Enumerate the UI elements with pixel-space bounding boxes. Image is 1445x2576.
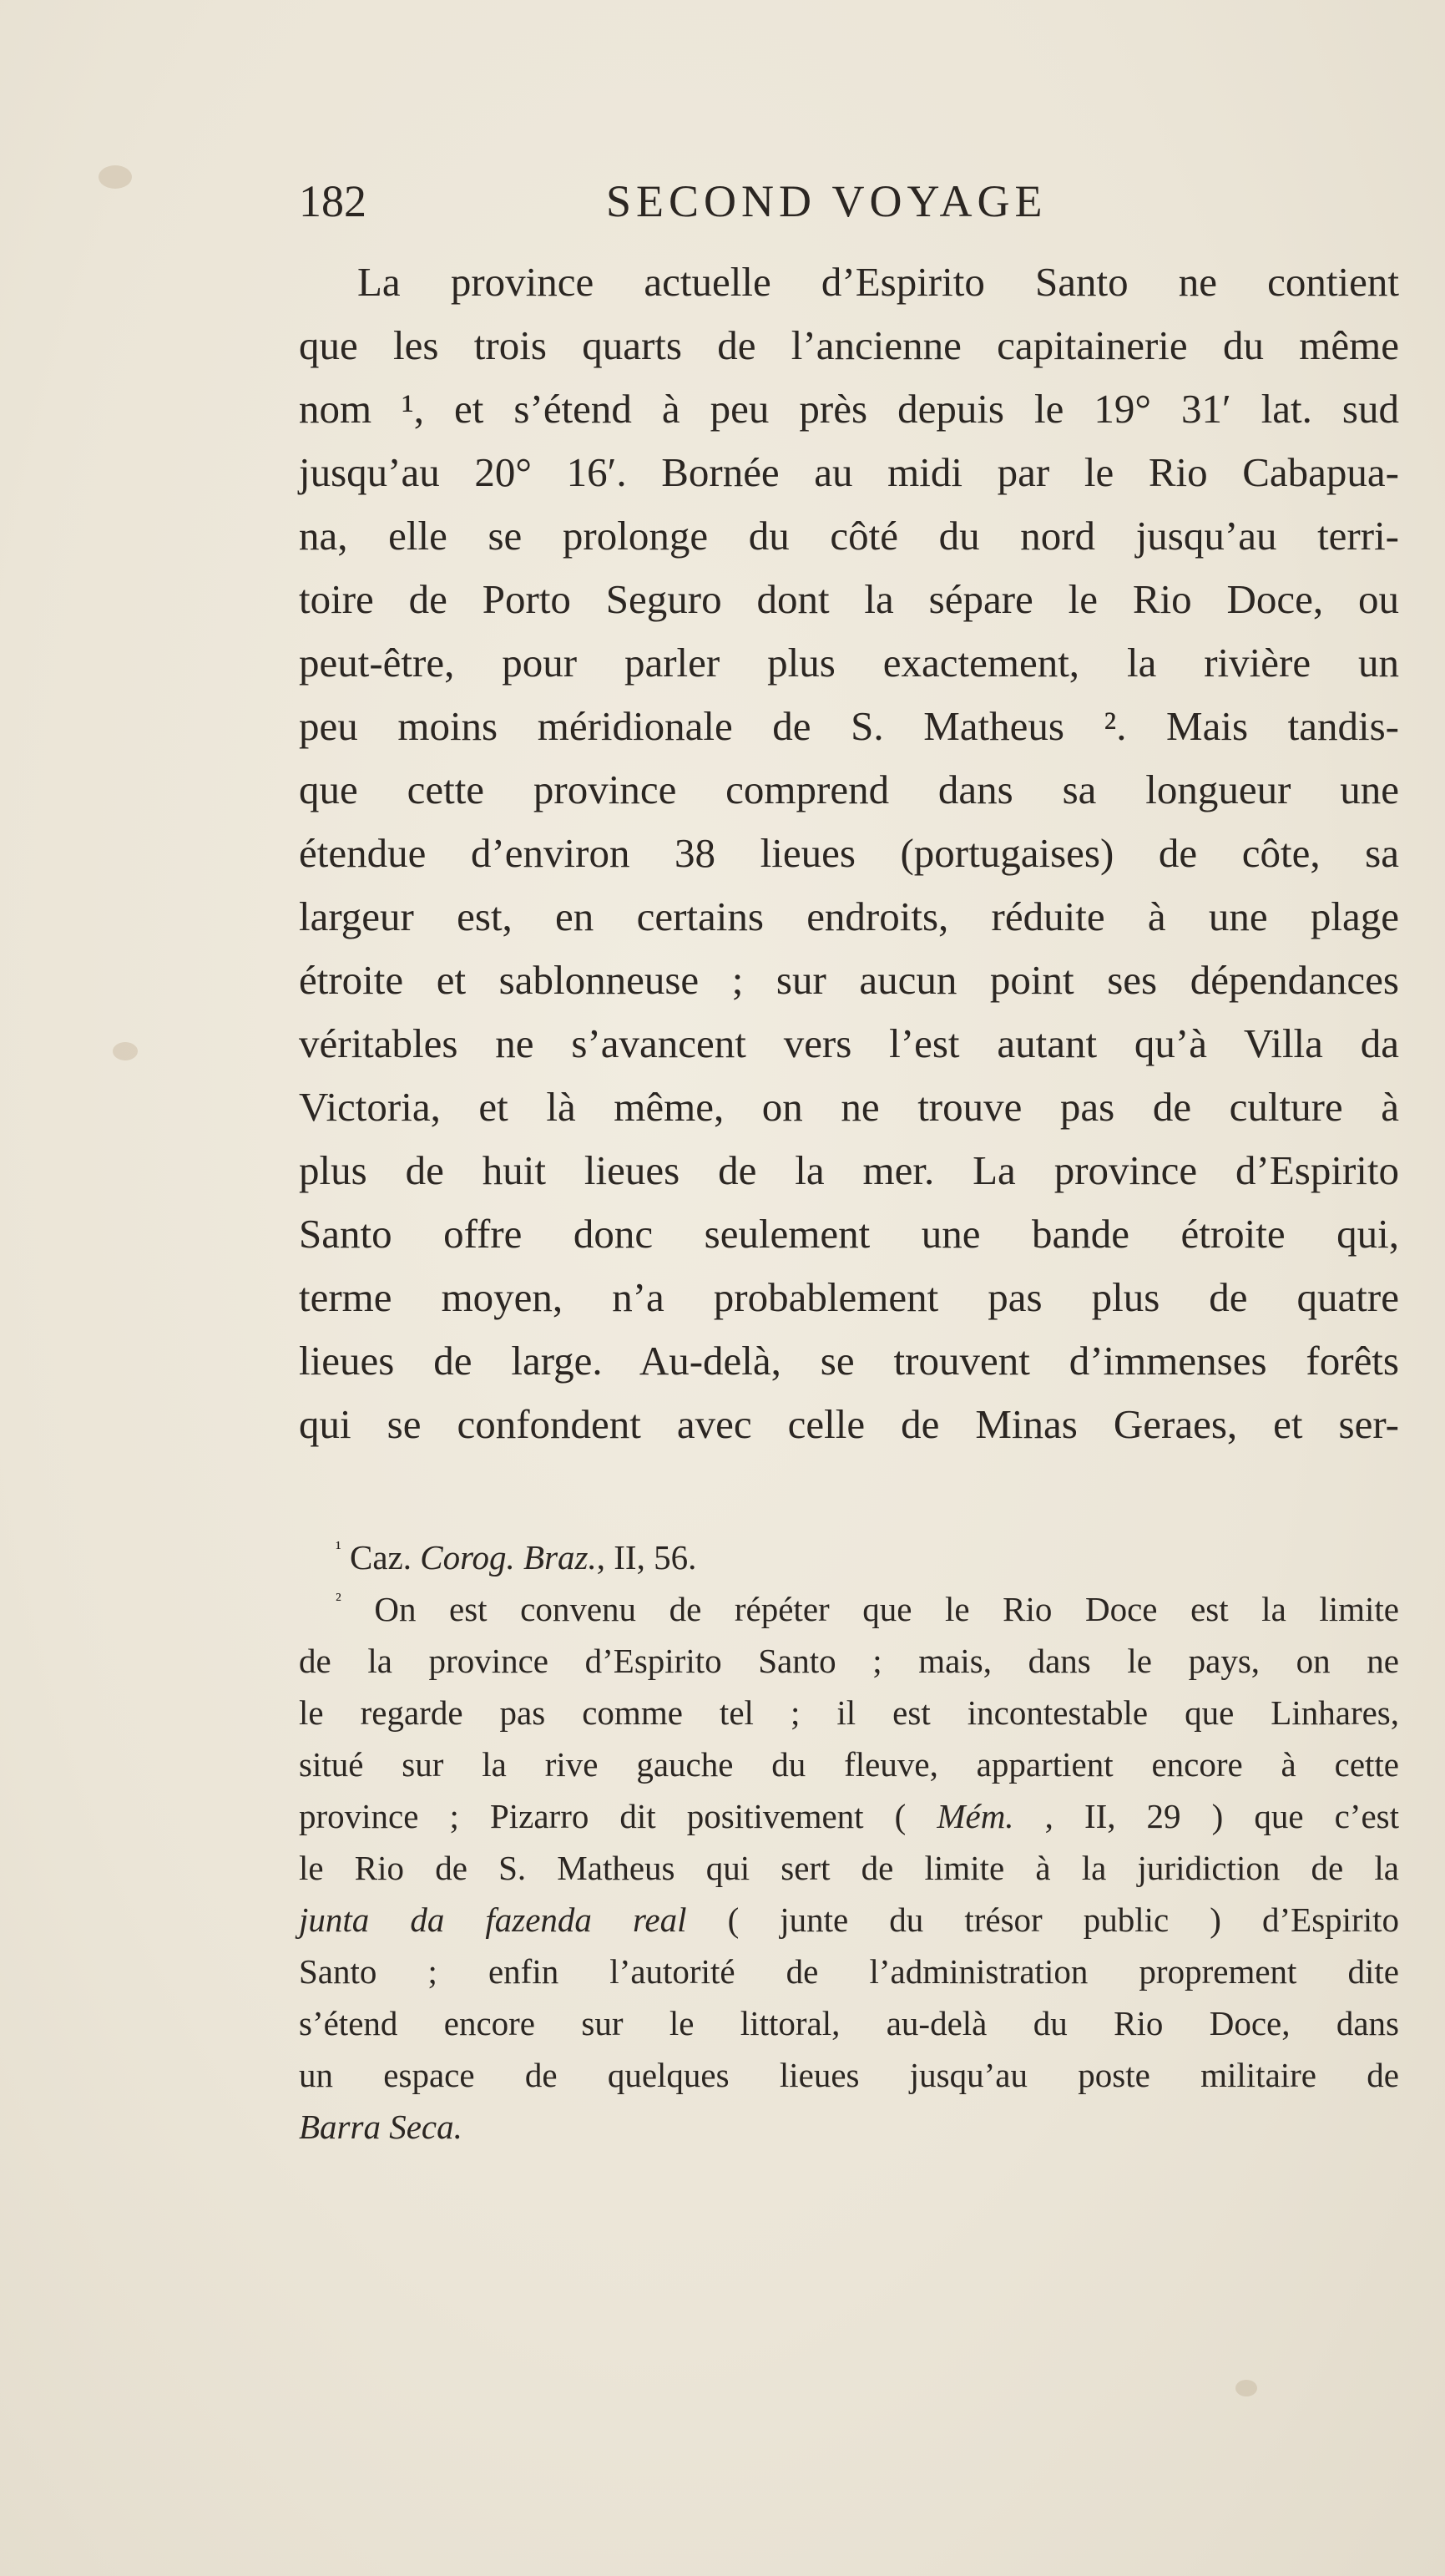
body-line: lieues de large. Au-delà, se trouvent d’immenses forêts: [299, 1338, 1399, 1384]
body-line: peut-être, pour parler plus exactement, la rivière un: [299, 640, 1399, 686]
body-line: toire de Porto Seguro dont la sépare le Rio Doce, ou: [299, 576, 1399, 622]
footnote-2-line: [299, 1583, 1399, 1635]
footnote-1: [299, 1531, 1399, 1583]
footnote-text: , II, 29 ) que c’est: [1013, 1797, 1399, 1835]
running-title: SECOND VOYAGE: [606, 176, 1048, 226]
footnotes: [299, 1531, 1399, 2153]
body-line: jusqu’au 20° 16′. Bornée au midi par le Rio Cabapua-: [299, 449, 1399, 495]
body-line: na, elle se prolonge du côté du nord jusqu’au terri-: [299, 513, 1399, 559]
body-line: Santo offre donc seulement une bande étroite qui,: [299, 1211, 1399, 1257]
page-number: 182: [299, 176, 366, 226]
footnote-text: Caz.: [350, 1538, 421, 1576]
footnote-text: province ; Pizarro dit positivement (: [299, 1797, 937, 1835]
footnote-text: , II, 56.: [596, 1538, 697, 1576]
footnote-italic: Barra Seca.: [299, 2108, 462, 2146]
body-line: étroite et sablonneuse ; sur aucun point ses dépendances: [299, 957, 1399, 1003]
body-line: étendue d’environ 38 lieues (portugaises) de côte, sa: [299, 830, 1399, 876]
footnote-2-line: le Rio de S. Matheus qui sert de limite à la juridiction de la: [299, 1849, 1399, 1887]
footnote-italic: Corog. Braz.: [420, 1538, 597, 1576]
body-line: plus de huit lieues de la mer. La province d’Espirito: [299, 1147, 1399, 1193]
footnote-2-line: [299, 1790, 1399, 1842]
footnote-2-line: un espace de quelques lieues jusqu’au poste militaire de: [299, 2056, 1399, 2094]
body-line: Victoria, et là même, on ne trouve pas de culture à: [299, 1084, 1399, 1130]
body-line: que les trois quarts de l’ancienne capitainerie du même: [299, 322, 1399, 368]
footnote-text: On est convenu de répéter que le Rio Doce est la limite: [374, 1590, 1399, 1628]
body-text: [299, 251, 1399, 1456]
running-head: [299, 175, 1399, 235]
body-line: terme moyen, n’a probablement pas plus de quatre: [299, 1274, 1399, 1320]
footnote-marker: ²: [336, 1588, 341, 1610]
footnote-text: ( junte du trésor public ) d’Espirito: [686, 1900, 1399, 1939]
footnote-2-line: [299, 1894, 1399, 1946]
footnote-italic: junta da fazenda real: [299, 1900, 687, 1939]
body-line: qui se confondent avec celle de Minas Geraes, et ser-: [299, 1401, 1399, 1447]
body-line: que cette province comprend dans sa longueur une: [299, 767, 1399, 812]
body-line: largeur est, en certains endroits, réduite à une plage: [299, 893, 1399, 939]
footnote-marker: ¹: [336, 1536, 341, 1558]
body-line: peu moins méridionale de S. Matheus ². Mais tandis-: [299, 703, 1399, 749]
footnote-2-line: s’étend encore sur le littoral, au-delà du Rio Doce, dans: [299, 2004, 1399, 2042]
footnote-italic: Mém.: [937, 1797, 1014, 1835]
text-block: [299, 175, 1399, 2153]
footnote-2-line: de la province d’Espirito Santo ; mais, dans le pays, on ne: [299, 1642, 1399, 1680]
footnote-2-line: le regarde pas comme tel ; il est incontestable que Linhares,: [299, 1693, 1399, 1732]
body-line: véritables ne s’avancent vers l’est autant qu’à Villa da: [299, 1020, 1399, 1066]
foxing-spot: [113, 1042, 138, 1060]
footnote-2-line: situé sur la rive gauche du fleuve, appartient encore à cette: [299, 1745, 1399, 1784]
foxing-spot: [1235, 2380, 1257, 2396]
foxing-spot: [99, 165, 132, 189]
body-line: La province actuelle d’Espirito Santo ne contient: [357, 259, 1399, 305]
footnote-2-line: Santo ; enfin l’autorité de l’administration proprement dite: [299, 1952, 1399, 1991]
footnote-2-line: [299, 2101, 1399, 2153]
body-line: nom ¹, et s’étend à peu près depuis le 19° 31′ lat. sud: [299, 386, 1399, 432]
